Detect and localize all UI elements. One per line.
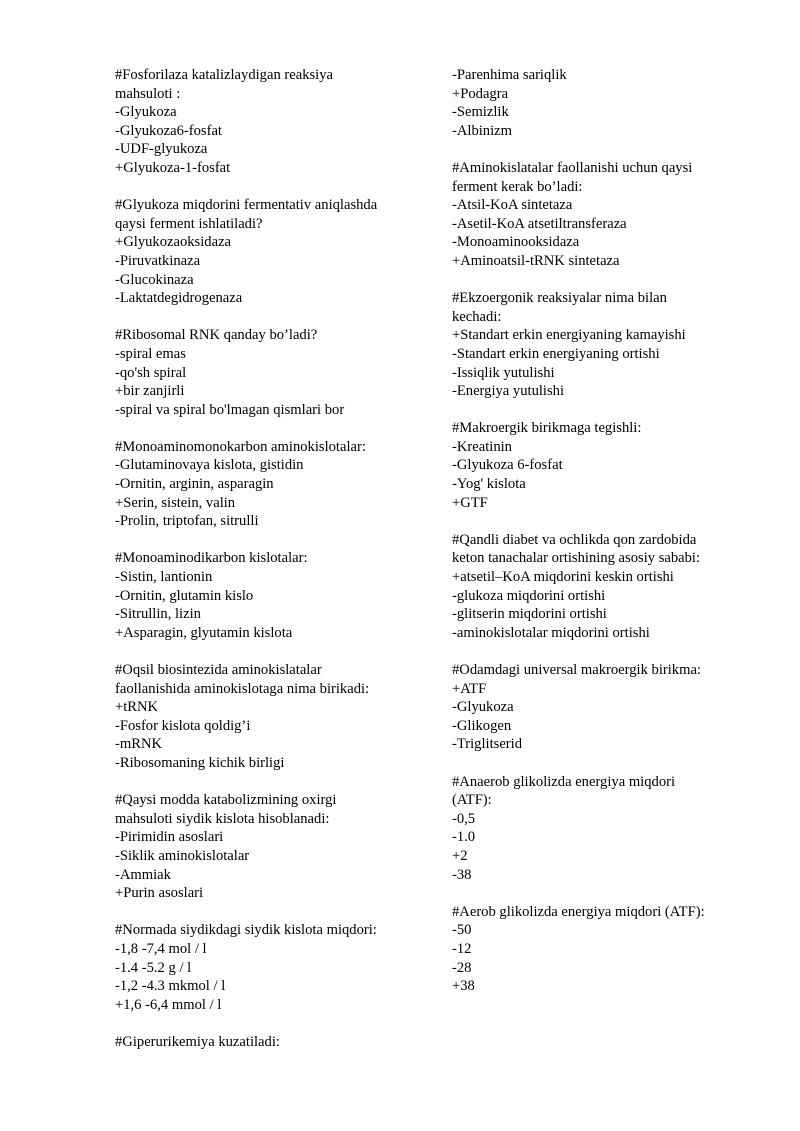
option-line: -Kreatinin bbox=[452, 438, 512, 455]
question-text: #Monoaminodikarbon kislotalar: bbox=[115, 550, 308, 567]
option-line: -Glikogen bbox=[452, 717, 512, 734]
correct-option-line: +1,6 -6,4 mmol / l bbox=[115, 996, 222, 1013]
question-text: kechadi: bbox=[452, 308, 502, 325]
option-line: -Ornitin, glutamin kislo bbox=[115, 587, 254, 604]
question-block bbox=[115, 438, 415, 531]
correct-option-line: +Standart erkin energiyaning kamayishi bbox=[452, 327, 686, 344]
option-line: -qo'sh spiral bbox=[115, 364, 187, 381]
option-line: -1,8 -7,4 mol / l bbox=[115, 940, 207, 957]
option-line: -Piruvatkinaza bbox=[115, 252, 201, 269]
question-text: #Monoaminomonokarbon aminokislotalar: bbox=[115, 438, 366, 455]
question-text: faollanishida aminokislotaga nima birikadi: bbox=[115, 680, 370, 697]
question-block bbox=[115, 66, 415, 178]
option-line: -Glyukoza bbox=[115, 104, 177, 121]
option-line: -Energiya yutulishi bbox=[452, 383, 565, 400]
question-block bbox=[115, 196, 415, 308]
option-line: -Sitrullin, lizin bbox=[115, 606, 201, 623]
question-text: #Anaerob glikolizda energiya miqdori bbox=[452, 773, 676, 790]
option-line: -Glyukoza 6-fosfat bbox=[452, 457, 563, 474]
correct-option-line: +ATF bbox=[452, 680, 487, 697]
correct-option-line: +Glyukozaoksidaza bbox=[115, 234, 232, 251]
option-line: -Ornitin, arginin, asparagin bbox=[115, 476, 274, 493]
option-line: -0,5 bbox=[452, 810, 476, 827]
option-line: -Siklik aminokislotalar bbox=[115, 847, 250, 864]
correct-option-line: +Glyukoza-1-fosfat bbox=[115, 159, 231, 176]
option-line: -Standart erkin energiyaning ortishi bbox=[452, 345, 660, 362]
question-text: #Ekzoergonik reaksiyalar nima bilan bbox=[452, 290, 667, 307]
question-text: #Qaysi modda katabolizmining oxirgi bbox=[115, 792, 337, 809]
correct-option-line: +Aminoatsil-tRNK sintetaza bbox=[452, 252, 620, 269]
correct-option-line: +bir zanjirli bbox=[115, 383, 185, 400]
option-line: -Pirimidin asoslari bbox=[115, 829, 224, 846]
question-block bbox=[115, 661, 415, 773]
question-block bbox=[452, 159, 752, 271]
correct-option-line: +Serin, sistein, valin bbox=[115, 494, 236, 511]
question-text: #Aminokislatalar faollanishi uchun qaysi bbox=[452, 159, 693, 176]
option-line: -UDF-glyukoza bbox=[115, 141, 208, 158]
option-line: -50 bbox=[452, 922, 472, 939]
correct-option-line: +GTF bbox=[452, 494, 488, 511]
question-block bbox=[115, 791, 415, 903]
correct-option-line: +Asparagin, glyutamin kislota bbox=[115, 624, 293, 641]
option-line: -Glutaminovaya kislota, gistidin bbox=[115, 457, 304, 474]
option-line: -Issiqlik yutulishi bbox=[452, 364, 555, 381]
correct-option-line: +tRNK bbox=[115, 699, 159, 716]
option-line: -Glyukoza6-fosfat bbox=[115, 122, 222, 139]
option-line: -spiral emas bbox=[115, 345, 186, 362]
option-line: -Parenhima sariqlik bbox=[452, 67, 567, 83]
option-line: -1,2 -4.3 mkmol / l bbox=[115, 978, 226, 995]
option-line: -Semizlik bbox=[452, 104, 509, 121]
left-column bbox=[115, 66, 415, 1070]
question-text: mahsuloti siydik kislota hisoblanadi: bbox=[115, 810, 330, 827]
option-line: -aminokislotalar miqdorini ortishi bbox=[452, 624, 650, 641]
correct-option-line: +atsetil–KoA miqdorini keskin ortishi bbox=[452, 569, 674, 586]
option-line: -Prolin, triptofan, sitrulli bbox=[115, 513, 259, 530]
question-text: #Ribosomal RNK qanday bo’ladi? bbox=[115, 327, 318, 344]
option-line: -Albinizm bbox=[452, 122, 512, 139]
question-text: #Fosforilaza katalizlaydigan reaksiya bbox=[115, 67, 334, 83]
option-line: -Ammiak bbox=[115, 866, 171, 883]
option-line: -mRNK bbox=[115, 736, 163, 753]
right-column bbox=[452, 66, 752, 1014]
question-text: #Normada siydikdagi siydik kislota miqdori: bbox=[115, 922, 377, 939]
question-block bbox=[115, 326, 415, 419]
option-line: -38 bbox=[452, 866, 472, 883]
question-text: qaysi ferment ishlatiladi? bbox=[115, 215, 263, 232]
question-text: ferment kerak bo’ladi: bbox=[452, 178, 583, 195]
question-block bbox=[115, 1033, 415, 1052]
option-line: -Glucokinaza bbox=[115, 271, 194, 288]
option-line: -glukoza miqdorini ortishi bbox=[452, 587, 606, 604]
question-text: #Aerob glikolizda energiya miqdori (ATF): bbox=[452, 903, 705, 920]
option-line: -Laktatdegidrogenaza bbox=[115, 290, 243, 307]
question-block bbox=[452, 66, 752, 140]
option-line: -spiral va spiral bo'lmagan qismlari bor bbox=[115, 401, 345, 418]
question-text: #Makroergik birikmaga tegishli: bbox=[452, 420, 642, 437]
question-block bbox=[452, 773, 752, 885]
option-line: -12 bbox=[452, 940, 472, 957]
question-text: #Odamdagi universal makroergik birikma: bbox=[452, 662, 701, 678]
question-text: mahsuloti : bbox=[115, 85, 181, 102]
correct-option-line: +38 bbox=[452, 978, 475, 995]
option-line: -Triglitserid bbox=[452, 736, 523, 753]
option-line: -Sistin, lantionin bbox=[115, 569, 213, 586]
option-line: -Atsil-KoA sintetaza bbox=[452, 197, 573, 214]
correct-option-line: +Podagra bbox=[452, 85, 509, 102]
question-text: #Qandli diabet va ochlikda qon zardobida bbox=[452, 531, 697, 548]
question-block bbox=[452, 531, 752, 643]
option-line: -Ribosomaning kichik birligi bbox=[115, 754, 285, 771]
question-block bbox=[115, 921, 415, 1014]
option-line: -1.0 bbox=[452, 829, 476, 846]
option-line: -Glyukoza bbox=[452, 699, 514, 716]
correct-option-line: +2 bbox=[452, 847, 468, 864]
question-text: (ATF): bbox=[452, 792, 492, 809]
question-text: keton tanachalar ortishining asosiy sababi: bbox=[452, 550, 701, 567]
question-block bbox=[452, 419, 752, 512]
question-block bbox=[452, 289, 752, 401]
option-line: -1.4 -5.2 g / l bbox=[115, 959, 192, 976]
question-block bbox=[115, 549, 415, 642]
option-line: -Yog' kislota bbox=[452, 476, 526, 493]
option-line: -Monoaminooksidaza bbox=[452, 234, 580, 251]
option-line: -28 bbox=[452, 959, 472, 976]
question-text: #Giperurikemiya kuzatiladi: bbox=[115, 1033, 280, 1050]
option-line: -Asetil-KoA atsetiltransferaza bbox=[452, 215, 627, 232]
question-block bbox=[452, 661, 752, 754]
option-line: -glitserin miqdorini ortishi bbox=[452, 606, 607, 623]
question-block bbox=[452, 903, 752, 996]
option-line: -Fosfor kislota qoldig’i bbox=[115, 717, 251, 734]
correct-option-line: +Purin asoslari bbox=[115, 885, 204, 902]
question-text: #Glyukoza miqdorini fermentativ aniqlashda bbox=[115, 197, 378, 214]
question-text: #Oqsil biosintezida aminokislatalar bbox=[115, 662, 322, 678]
